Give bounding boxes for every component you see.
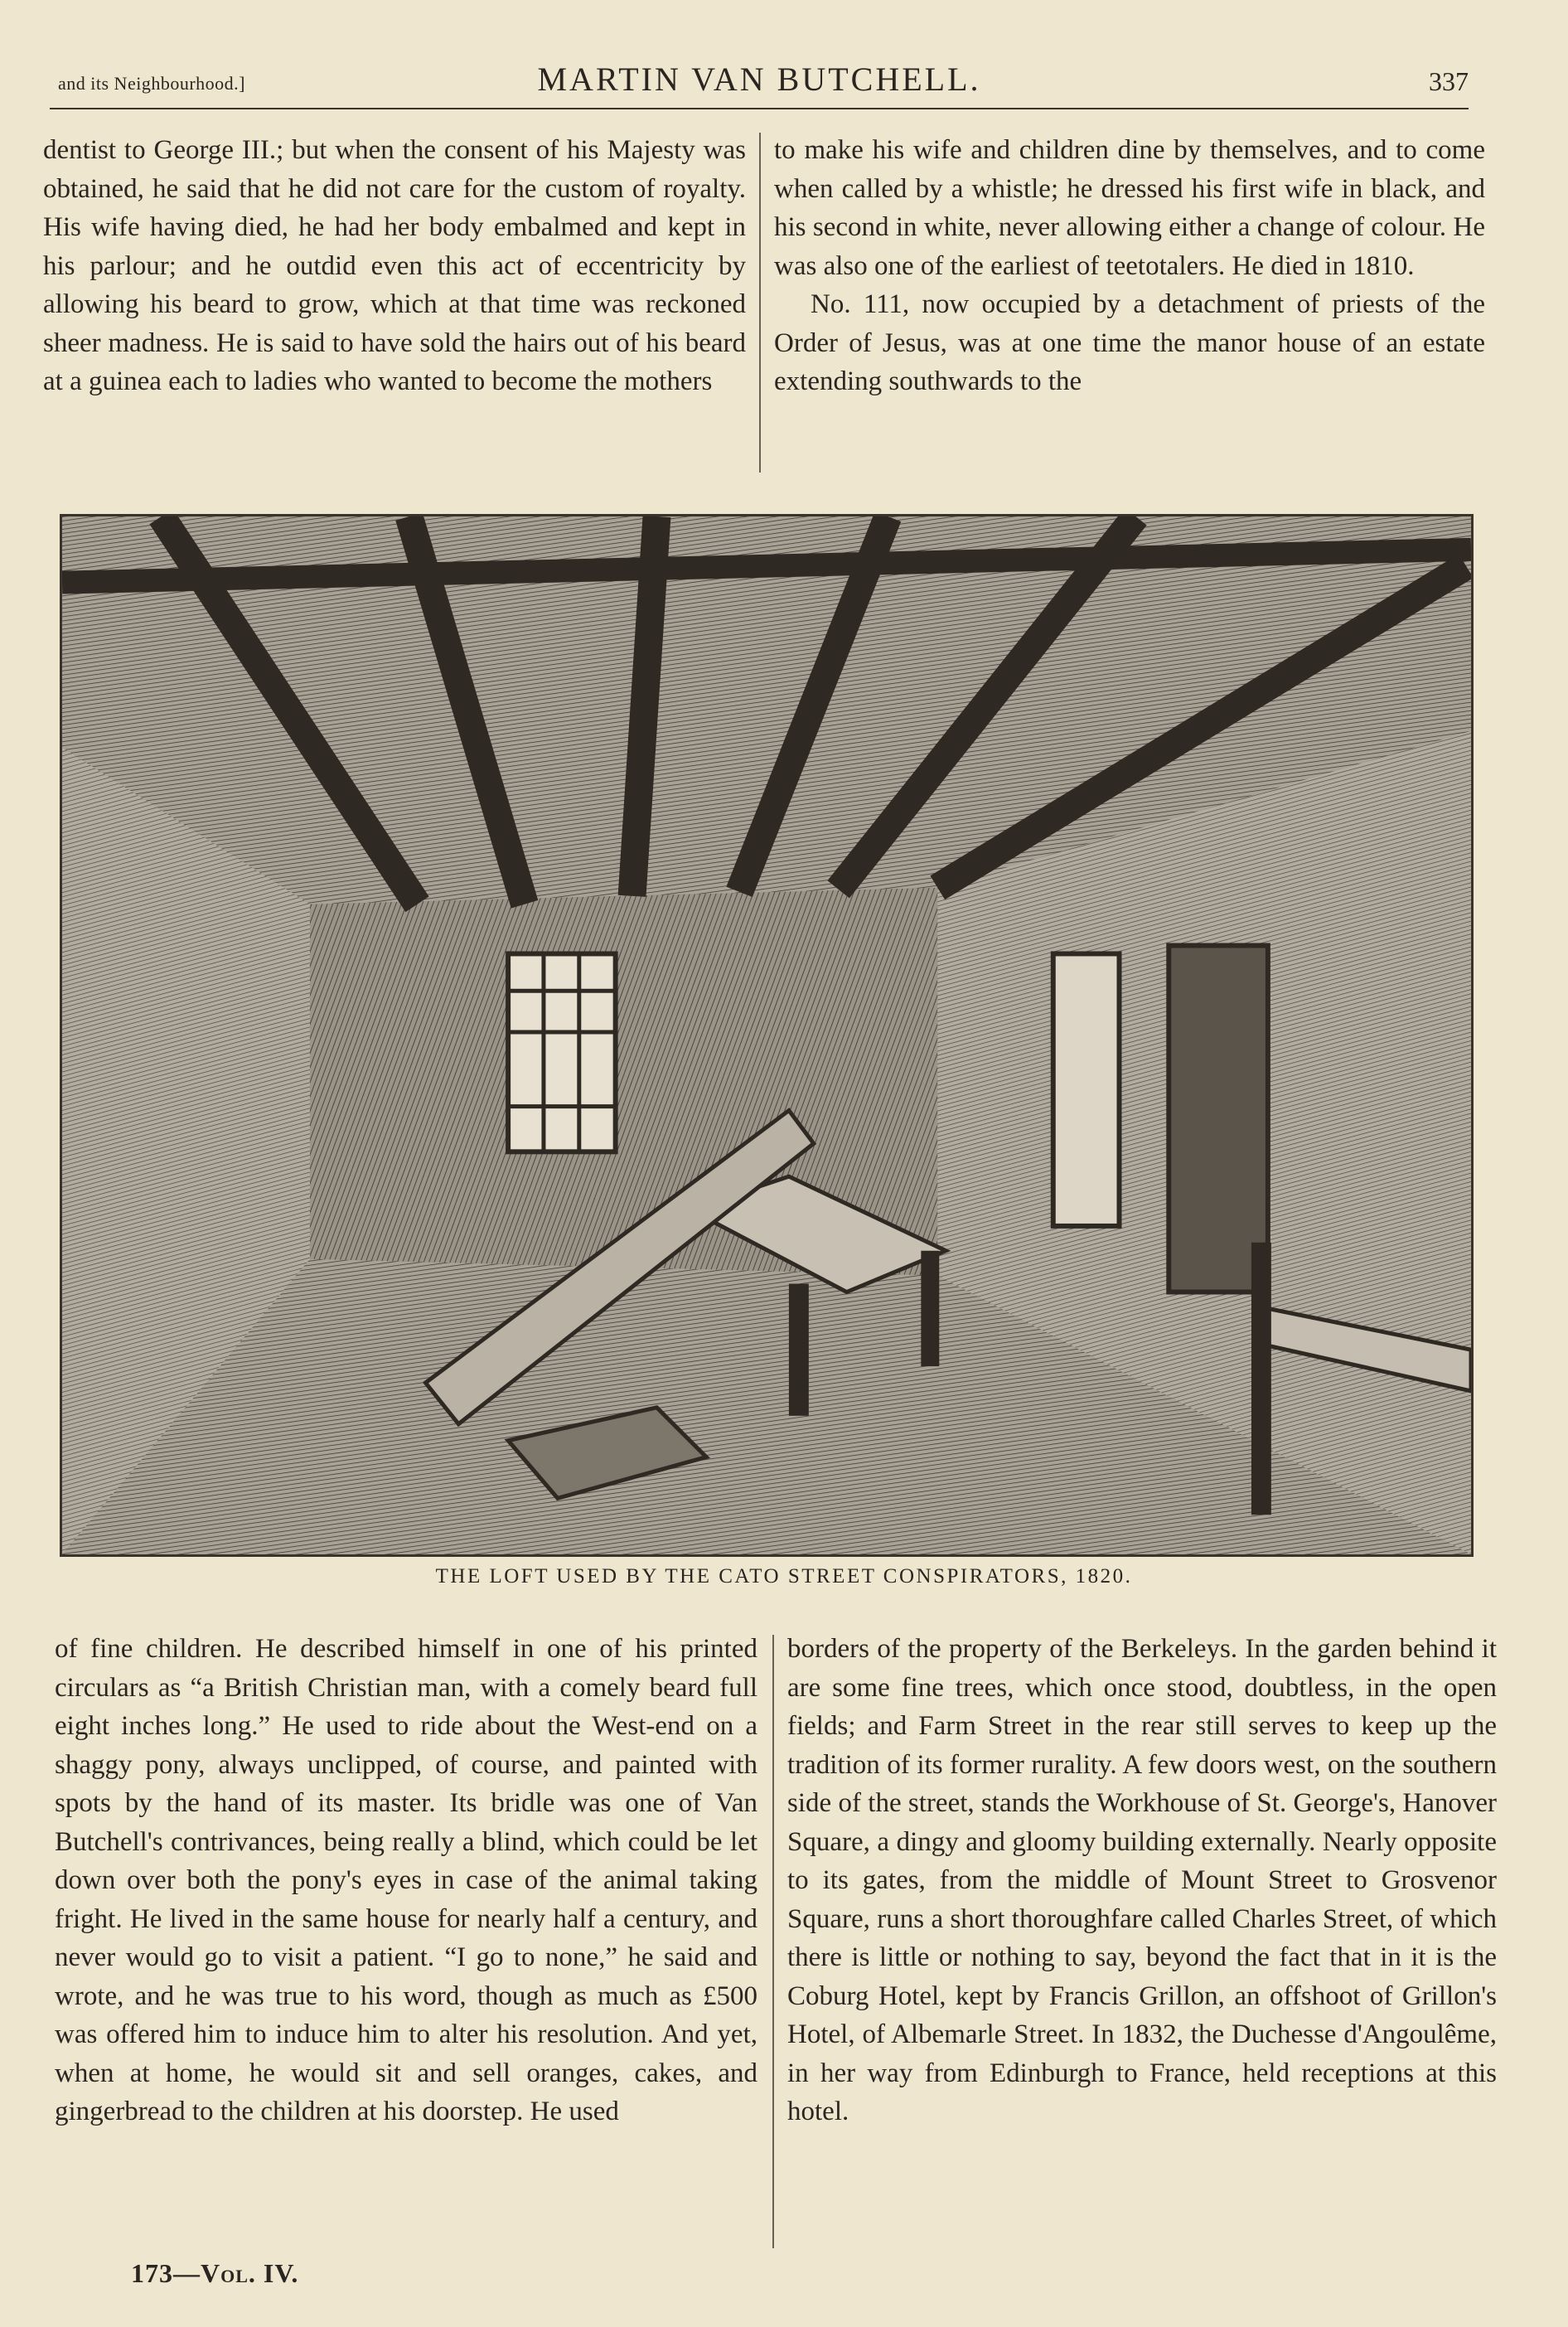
signature-number: 173	[131, 2258, 173, 2288]
engraving-illustration	[60, 514, 1474, 1557]
figure-caption: THE LOFT USED BY THE CATO STREET CONSPIRATORS, 1820.	[435, 1565, 1133, 1588]
bottom-left-column	[55, 1630, 757, 2131]
paragraph: No. 111, now occupied by a detachment of priests of the Order of Jesus, was at one time the manor house of an estate extending southwards to the	[774, 289, 1485, 396]
signature-volume: Vol. IV.	[201, 2258, 299, 2288]
paragraph: borders of the property of the Berkeleys. In the garden behind it are some fine trees, which once stood, doubtless, in the open fields; and Farm Street in the rear still serves to keep up the tradition of its former rurality. A few doors west, on the southern side of the street, stands the Workhouse of St. George's, Hanover Square, a dingy and gloomy building externally. Nearly opposite to its gates, from the middle of Mount Street to Grosvenor Square, runs a short thoroughfare called Charles Street, of which there is little or nothing to say, beyond the fact that in it is the Coburg Hotel, kept by Francis Grillon, an offshoot of Grillon's Hotel, of Albemarle Street. In 1832, the Duchesse d'Angoulême, in her way from Edinburgh to France, held receptions at this hotel.	[787, 1634, 1497, 2126]
printer-signature: 173—Vol. IV.	[131, 2258, 299, 2288]
top-right-column	[774, 131, 1485, 401]
top-left-column	[43, 131, 746, 401]
running-header	[50, 58, 1469, 108]
paragraph: dentist to George III.; but when the consent of his Majesty was obtained, he said that he did not care for the custom of royalty. His wife having died, he had her body embalmed and kept in his parlour; and he outdid even this act of eccentricity by allowing his beard to grow, which at that time was reckoned sheer madness. He is said to have sold the hairs out of his beard at a guinea each to ladies who wanted to become the mothers	[43, 135, 746, 396]
header-section-label: and its Neighbourhood.]	[58, 73, 245, 94]
paragraph: to make his wife and children dine by themselves, and to come when called by a whistle; he dressed his first wife in black, and his second in white, never allowing either a change of colour. He was also one of the earliest of teetotalers. He died in 1810.	[774, 135, 1485, 281]
paragraph: of fine children. He described himself in one of his printed circulars as “a British Christian man, with a comely beard full eight inches long.” He used to ride about the West-end on a shaggy pony, always unclipped, of course, and painted with spots by the hand of its master. Its bridle was one of Van Butchell's contrivances, being really a blind, which could be let down over both the pony's eyes in case of the animal taking fright. He lived in the same house for nearly half a century, and never would go to visit a patient. “I go to none,” he said and wrote, and he was true to his word, though as much as £500 was offered him to induce him to alter his resolution. And yet, when at home, he would sit and sell oranges, cakes, and gingerbread to the children at his doorstep. He used	[55, 1634, 757, 2126]
page-number: 337	[1429, 66, 1469, 96]
header-rule	[50, 108, 1469, 109]
column-divider	[759, 133, 761, 473]
page-title: MARTIN VAN BUTCHELL.	[537, 61, 981, 98]
column-divider	[772, 1635, 774, 2248]
loft-engraving-image	[62, 516, 1471, 1554]
bottom-right-column	[787, 1630, 1497, 2131]
